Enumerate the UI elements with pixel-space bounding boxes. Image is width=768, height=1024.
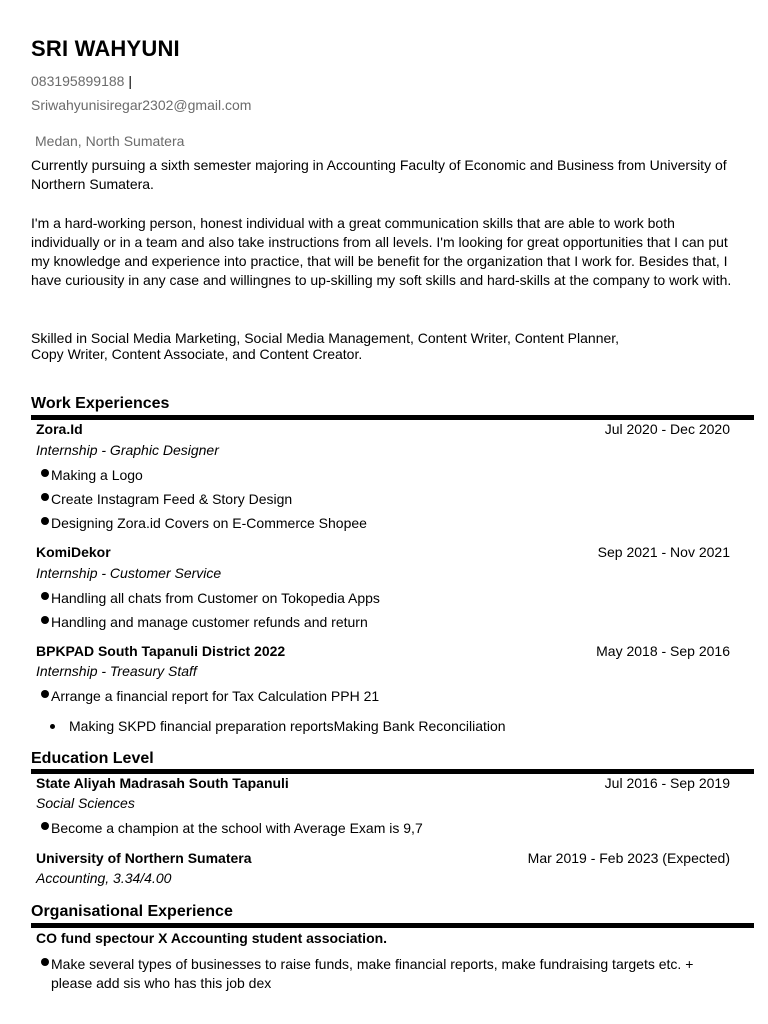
- list-item: Designing Zora.id Covers on E-Commerce Shopee: [41, 514, 741, 533]
- section-title-education: Education Level: [31, 750, 154, 767]
- education-org: State Aliyah Madrasah South Tapanuli: [36, 775, 289, 791]
- summary-intro: Currently pursuing a sixth semester majoring in Accounting Faculty of Economic and Business from University of Northern Sumatera.: [31, 157, 727, 192]
- section-title-organisational: Organisational Experience: [31, 903, 233, 920]
- bullet-icon: [41, 592, 49, 600]
- bullet-icon: [41, 493, 49, 501]
- education-field: Accounting, 3.34/4.00: [36, 870, 172, 886]
- list-item: Making a Logo: [41, 466, 741, 485]
- work-date: May 2018 - Sep 2016: [596, 643, 730, 659]
- summary-skills: [31, 330, 743, 362]
- work-role: Internship - Graphic Designer: [36, 442, 219, 458]
- education-field: Social Sciences: [36, 795, 135, 811]
- bullet-icon: [41, 958, 49, 966]
- section-divider: [31, 415, 754, 420]
- work-org: BPKPAD South Tapanuli District 2022: [36, 643, 286, 659]
- list-item: Create Instagram Feed & Story Design: [41, 490, 741, 509]
- skills-line-2: Copy Writer, Content Associate, and Content Creator.: [31, 346, 363, 362]
- bullet-icon: [41, 616, 49, 624]
- bullet-icon: [41, 517, 49, 525]
- list-item: Become a champion at the school with Average Exam is 9,7: [41, 819, 741, 838]
- education-date: Jul 2016 - Sep 2019: [604, 775, 730, 791]
- contact-separator: |: [128, 73, 132, 89]
- work-org: KomiDekor: [36, 544, 111, 560]
- skills-line-1: Skilled in Social Media Marketing, Social Media Management, Content Writer, Content Planner,: [31, 330, 620, 346]
- section-title-work: Work Experiences: [31, 395, 170, 412]
- phone-number: 083195899188: [31, 73, 125, 89]
- section-divider: [31, 923, 754, 928]
- contact-phone-line: [31, 73, 132, 89]
- bullet-icon: [50, 724, 55, 729]
- bullet-icon: [41, 469, 49, 477]
- work-role: Internship - Customer Service: [36, 565, 222, 581]
- bullet-icon: [41, 690, 49, 698]
- email-address[interactable]: Sriwahyunisiregar2302@gmail.com: [31, 97, 252, 113]
- list-item: Handling all chats from Customer on Tokopedia Apps: [41, 589, 741, 608]
- list-item: Arrange a financial report for Tax Calculation PPH 21: [41, 687, 741, 706]
- organisation-name: CO fund spectour X Accounting student association.: [36, 930, 388, 946]
- work-date: Sep 2021 - Nov 2021: [597, 544, 730, 560]
- work-date: Jul 2020 - Dec 2020: [604, 421, 730, 437]
- work-org: Zora.Id: [36, 421, 83, 437]
- list-item: Making SKPD financial preparation reportsMaking Bank Reconciliation: [50, 718, 506, 734]
- education-date: Mar 2019 - Feb 2023 (Expected): [527, 850, 730, 866]
- bullet-icon: [41, 822, 49, 830]
- section-divider: [31, 769, 754, 774]
- education-org: University of Northern Sumatera: [36, 850, 252, 866]
- work-role: Internship - Treasury Staff: [36, 663, 197, 679]
- summary-personal: I'm a hard-working person, honest individual with a great communication skills that are able to work both individually or in a team and also take instructions from all levels. I'm looking for great opportunities that I can put my knowledge and experience into practice, that will be benefit for the organization that I work for. Besides that, I have curiousity in any case and willingnes to up-skilling my soft skills and hard-skills at the company to work with.: [31, 215, 732, 288]
- list-item: Make several types of businesses to raise funds, make financial reports, make fundraising targets etc. + please add sis who has this job dex: [41, 955, 741, 993]
- location: Medan, North Sumatera: [35, 133, 185, 149]
- candidate-name: SRI WAHYUNI: [31, 36, 180, 61]
- list-item: Handling and manage customer refunds and return: [41, 613, 741, 632]
